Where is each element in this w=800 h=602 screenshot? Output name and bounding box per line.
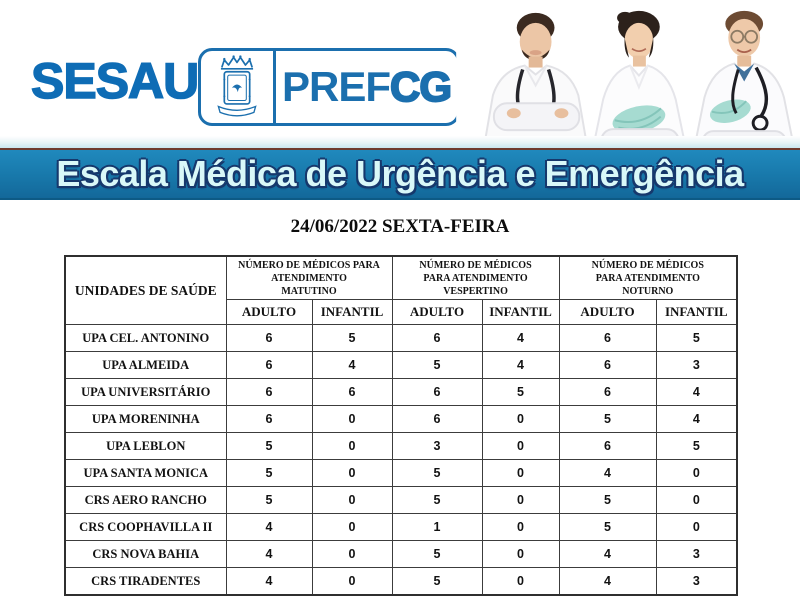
sesau-wordmark: SESAU — [31, 53, 199, 109]
age-subheader: ADULTO — [559, 300, 656, 325]
value-cell: 6 — [559, 325, 656, 352]
group-header-row — [65, 256, 737, 300]
value-cell: 6 — [312, 379, 392, 406]
value-cell: 6 — [226, 379, 312, 406]
value-cell: 5 — [392, 460, 482, 487]
value-cell: 0 — [656, 460, 737, 487]
table-row — [65, 568, 737, 596]
unit-cell: CRS COOPHAVILLA II — [65, 514, 226, 541]
value-cell: 0 — [482, 568, 559, 596]
value-cell: 4 — [559, 460, 656, 487]
value-cell: 4 — [482, 352, 559, 379]
value-cell: 0 — [312, 541, 392, 568]
value-cell: 0 — [656, 514, 737, 541]
value-cell: 3 — [656, 352, 737, 379]
value-cell: 0 — [312, 433, 392, 460]
value-cell: 6 — [559, 433, 656, 460]
value-cell: 0 — [312, 406, 392, 433]
prefcg-logo-box — [198, 48, 460, 126]
value-cell: 4 — [226, 568, 312, 596]
unit-cell: CRS TIRADENTES — [65, 568, 226, 596]
value-cell: 6 — [392, 379, 482, 406]
value-cell: 5 — [312, 325, 392, 352]
unit-cell: UPA MORENINHA — [65, 406, 226, 433]
value-cell: 5 — [559, 406, 656, 433]
shift-group-header-noturno — [559, 256, 737, 300]
age-subheader: INFANTIL — [656, 300, 737, 325]
value-cell: 6 — [392, 406, 482, 433]
pref-text: PREF — [281, 63, 390, 110]
value-cell: 4 — [312, 352, 392, 379]
cg-text: CG — [390, 63, 451, 110]
group-header-line: NÚMERO DE MÉDICOS PARA — [238, 259, 380, 271]
value-cell: 5 — [392, 487, 482, 514]
value-cell: 5 — [226, 460, 312, 487]
value-cell: 4 — [656, 379, 737, 406]
value-cell: 0 — [482, 433, 559, 460]
value-cell: 0 — [656, 487, 737, 514]
value-cell: 1 — [392, 514, 482, 541]
prefcg-wordmark — [276, 51, 457, 123]
doctors-photo — [455, 0, 800, 147]
value-cell: 5 — [656, 325, 737, 352]
title-banner — [0, 148, 800, 200]
group-header-line: PARA ATENDIMENTO — [423, 272, 528, 284]
value-cell: 6 — [226, 406, 312, 433]
group-header-line: ATENDIMENTO — [271, 272, 347, 284]
schedule-table — [64, 255, 738, 596]
unit-cell: CRS NOVA BAHIA — [65, 541, 226, 568]
value-cell: 0 — [482, 406, 559, 433]
units-column-header: UNIDADES DE SAÚDE — [65, 256, 226, 325]
shift-group-header-vespertino — [392, 256, 559, 300]
value-cell: 5 — [392, 568, 482, 596]
table-row — [65, 487, 737, 514]
header-band — [0, 0, 800, 148]
group-header-line: NÚMERO DE MÉDICOS — [419, 259, 532, 271]
value-cell: 6 — [392, 325, 482, 352]
value-cell: 6 — [559, 379, 656, 406]
group-header-line: NOTURNO — [622, 285, 674, 297]
unit-cell: UPA UNIVERSITÁRIO — [65, 379, 226, 406]
value-cell: 5 — [482, 379, 559, 406]
value-cell: 0 — [312, 514, 392, 541]
value-cell: 6 — [559, 352, 656, 379]
value-cell: 5 — [559, 487, 656, 514]
value-cell: 3 — [656, 568, 737, 596]
table-row — [65, 379, 737, 406]
coat-of-arms-icon — [201, 51, 276, 123]
value-cell: 6 — [226, 352, 312, 379]
value-cell: 4 — [482, 325, 559, 352]
value-cell: 0 — [312, 460, 392, 487]
value-cell: 6 — [226, 325, 312, 352]
table-row — [65, 541, 737, 568]
value-cell: 5 — [656, 433, 737, 460]
date-heading: 24/06/2022 SEXTA-FEIRA — [290, 216, 510, 237]
unit-cell: UPA LEBLON — [65, 433, 226, 460]
age-subheader: ADULTO — [226, 300, 312, 325]
value-cell: 0 — [482, 541, 559, 568]
table-row — [65, 460, 737, 487]
unit-cell: UPA SANTA MONICA — [65, 460, 226, 487]
group-header-line: MATUTINO — [281, 285, 337, 297]
value-cell: 5 — [392, 352, 482, 379]
age-subheader: INFANTIL — [312, 300, 392, 325]
value-cell: 5 — [226, 487, 312, 514]
value-cell: 0 — [312, 568, 392, 596]
table-row — [65, 514, 737, 541]
value-cell: 5 — [559, 514, 656, 541]
table-row — [65, 352, 737, 379]
unit-cell: UPA CEL. ANTONINO — [65, 325, 226, 352]
table-row — [65, 433, 737, 460]
header-gradient-strip — [0, 136, 800, 148]
group-header-line: NÚMERO DE MÉDICOS — [591, 259, 704, 271]
age-subheader: ADULTO — [392, 300, 482, 325]
value-cell: 4 — [226, 514, 312, 541]
value-cell: 0 — [312, 487, 392, 514]
age-subheader: INFANTIL — [482, 300, 559, 325]
value-cell: 5 — [226, 433, 312, 460]
shift-group-header-matutino — [226, 256, 392, 300]
table-row — [65, 406, 737, 433]
table-row — [65, 325, 737, 352]
group-header-line: VESPERTINO — [443, 285, 508, 297]
unit-cell: CRS AERO RANCHO — [65, 487, 226, 514]
value-cell: 4 — [559, 568, 656, 596]
value-cell: 3 — [656, 541, 737, 568]
value-cell: 0 — [482, 514, 559, 541]
value-cell: 4 — [656, 406, 737, 433]
banner-title: Escala Médica de Urgência e Emergência — [56, 153, 744, 194]
value-cell: 0 — [482, 460, 559, 487]
unit-cell: UPA ALMEIDA — [65, 352, 226, 379]
group-header-line: PARA ATENDIMENTO — [595, 272, 700, 284]
value-cell: 3 — [392, 433, 482, 460]
value-cell: 4 — [559, 541, 656, 568]
value-cell: 0 — [482, 487, 559, 514]
value-cell: 4 — [226, 541, 312, 568]
value-cell: 5 — [392, 541, 482, 568]
